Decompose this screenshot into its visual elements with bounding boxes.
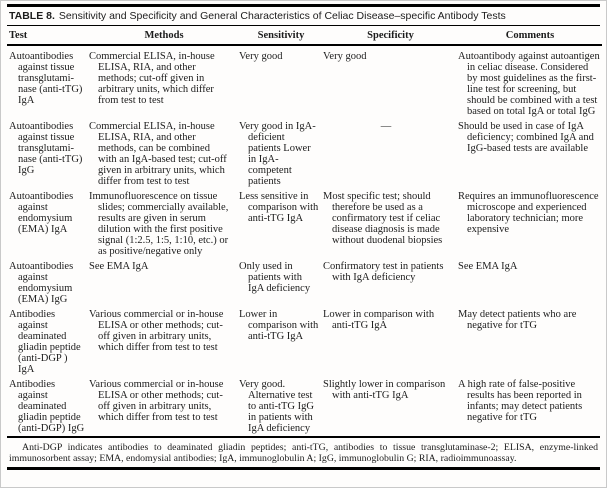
column-header-test: Test [7,26,89,45]
bottom-margin [7,470,600,476]
cell-methods: Commercial ELISA, in-house ELISA, RIA, and other methods; cut-off given in arbitrary units, which differ from test to test [89,51,215,106]
cell-sensitivity: Very good. Alternative test to anti-tTG IgG in patients with IgA deficiency [239,379,314,434]
cell-specificity: Very good [323,51,367,62]
cell-test: Autoantibodies against endomysium (EMA) IgG [9,261,74,305]
cell-sensitivity: Very good in IgA-deficient patients Lower in IgA-competent patients [239,121,316,187]
cell-methods: Immunofluorescence on tissue slides; commercially available, results are given in serum dilution with the first positive signal (1:2.5, 1:5, 1:10, etc.) or as positive/negative only [89,191,229,257]
table-footnote: Anti-DGP indicates antibodies to deaminated gliadin peptides; anti-tTG, antibodies to tissue transglutaminase-2; ELISA, enzyme-linked immunosorbent assay; EMA, endomysial antibodies; IgA, immunoglobulin A; IgG, immunoglobulin G; RIA, radioimmunoassay. [9,442,598,464]
cell-sensitivity: Less sensitive in comparison with anti-tTG IgA [239,191,319,224]
cell-test: Antibodies against deaminated gliadin peptide (anti-DGP ) IgA [9,309,81,375]
table-row [7,189,602,259]
cell-comments: Autoantibody against autoantigen in celiac disease. Considered by most guidelines as the first-line test for screening, but should be combined with a test based on total IgA or total IgG [458,51,600,117]
cell-comments: Requires an immunofluorescence microscope and experienced laboratory technician; more expensive [458,191,599,235]
column-header-specificity: Specificity [323,26,458,45]
column-header-comments: Comments [458,26,602,45]
cell-methods: Various commercial or in-house ELISA or other methods; cut-off given in arbitrary units, which differ from test to test [89,309,224,353]
cell-sensitivity: Lower in comparison with anti-tTG IgA [239,309,319,342]
cell-test: Autoantibodies against tissue transglutaminase (anti-tTG) IgG [9,121,83,176]
cell-specificity-dash: — [380,121,392,132]
cell-specificity: Slightly lower in comparison with anti-tTG IgA [323,379,446,401]
cell-test: Autoantibodies against tissue transglutaminase (anti-tTG) IgA [9,51,83,106]
table-caption [7,7,600,25]
cell-sensitivity: Very good [239,51,283,62]
cell-specificity: Lower in comparison with anti-tTG IgA [323,309,435,331]
table-title: Sensitivity and Specificity and General Characteristics of Celiac Disease–specific Antibody Tests [58,10,506,22]
cell-methods: Commercial ELISA, in-house ELISA, RIA, and other methods, can be combined with an IgA-based test; cut-off given in arbitrary units, which differ from test to test [89,121,227,187]
table-row [7,119,602,189]
column-header-methods: Methods [89,26,239,45]
table-number: TABLE 8. [9,10,55,22]
header-row [7,26,602,45]
table-row [7,307,602,377]
table-row [7,259,602,307]
cell-methods: See EMA IgA [89,261,149,272]
column-header-sensitivity: Sensitivity [239,26,323,45]
cell-comments: A high rate of false-positive results has been reported in infants; may detect patients negative for tTG [458,379,583,423]
table-row [7,45,602,119]
antibody-tests-table [7,26,602,436]
cell-test: Autoantibodies against endomysium (EMA) IgA [9,191,74,235]
cell-methods: Various commercial or in-house ELISA or other methods; cut-off given in arbitrary units, which differ from test to test [89,379,224,423]
cell-sensitivity: Only used in patients with IgA deficiency [239,261,311,294]
table-row [7,377,602,436]
cell-test: Antibodies against deaminated gliadin peptide (anti-DGP) IgG [9,379,85,434]
cell-comments: Should be used in case of IgA deficiency; combined IgA and IgG-based tests are available [458,121,594,154]
cell-specificity: Most specific test; should therefore be used as a confirmatory test if celiac disease diagnosis is made without duodenal biopsies [323,191,443,246]
cell-comments: See EMA IgA [458,261,518,272]
cell-comments: May detect patients who are negative for tTG [458,309,577,331]
cell-specificity: Confirmatory test in patients with IgA deficiency [323,261,444,283]
